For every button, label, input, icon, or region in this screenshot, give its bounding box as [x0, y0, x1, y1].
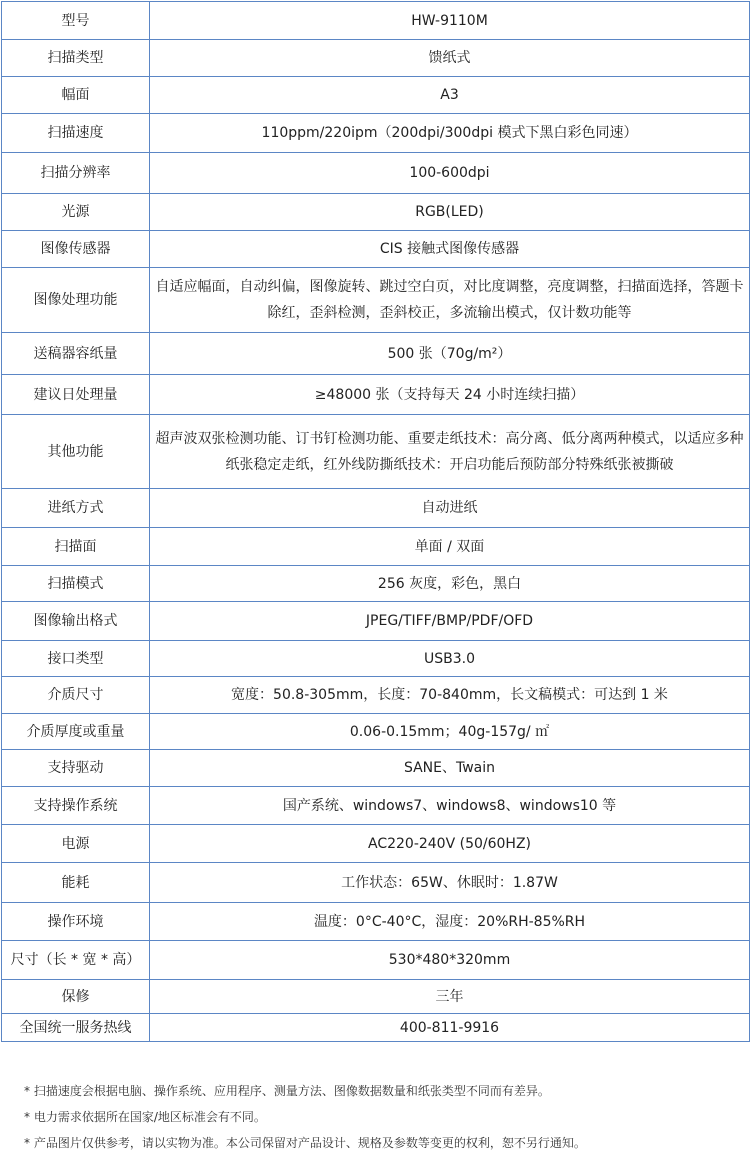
spec-label: 扫描模式	[2, 566, 150, 602]
spec-label: 接口类型	[2, 641, 150, 677]
spec-value: 110ppm/220ipm（200dpi/300dpi 模式下黑白彩色同速）	[150, 114, 750, 153]
spec-table	[1, 1, 750, 1042]
spec-label: 电源	[2, 825, 150, 863]
spec-label: 扫描分辨率	[2, 153, 150, 194]
footnote: * 扫描速度会根据电脑、操作系统、应用程序、测量方法、图像数据数量和纸张类型不同而有差异。	[24, 1084, 550, 1098]
table-row	[2, 375, 750, 415]
spec-value: 超声波双张检测功能、订书钉检测功能、重要走纸技术：高分离、低分离两种模式，以适应多种纸张稳定走纸，红外线防撕纸技术：开启功能后预防部分特殊纸张被撕破	[150, 415, 750, 489]
spec-value: A3	[150, 77, 750, 114]
spec-value: 三年	[150, 980, 750, 1014]
footnotes	[24, 1078, 734, 1156]
spec-label: 全国统一服务热线	[2, 1014, 150, 1042]
spec-label: 操作环境	[2, 903, 150, 941]
spec-label: 图像处理功能	[2, 268, 150, 333]
spec-value: USB3.0	[150, 641, 750, 677]
spec-value: 400-811-9916	[150, 1014, 750, 1042]
spec-label: 型号	[2, 2, 150, 40]
spec-label: 保修	[2, 980, 150, 1014]
spec-label: 光源	[2, 194, 150, 231]
spec-value: 国产系统、windows7、windows8、windows10 等	[150, 787, 750, 825]
footnote: * 电力需求依据所在国家/地区标准会有不同。	[24, 1110, 266, 1124]
table-row	[2, 825, 750, 863]
table-row	[2, 114, 750, 153]
spec-label: 幅面	[2, 77, 150, 114]
spec-value: CIS 接触式图像传感器	[150, 231, 750, 268]
table-row	[2, 677, 750, 714]
table-row	[2, 489, 750, 528]
spec-label: 扫描面	[2, 528, 150, 566]
spec-label: 支持操作系统	[2, 787, 150, 825]
spec-value: AC220-240V (50/60HZ)	[150, 825, 750, 863]
table-row	[2, 1014, 750, 1042]
table-row	[2, 231, 750, 268]
spec-value: 温度：0°C-40°C，湿度：20%RH-85%RH	[150, 903, 750, 941]
spec-value: 馈纸式	[150, 40, 750, 77]
table-row	[2, 415, 750, 489]
spec-label: 介质厚度或重量	[2, 714, 150, 750]
table-row	[2, 333, 750, 375]
spec-label: 尺寸（长 * 宽 * 高）	[2, 941, 150, 980]
spec-value: HW-9110M	[150, 2, 750, 40]
table-row	[2, 77, 750, 114]
spec-value: 530*480*320mm	[150, 941, 750, 980]
table-row	[2, 40, 750, 77]
table-row	[2, 941, 750, 980]
table-row	[2, 602, 750, 641]
spec-label: 进纸方式	[2, 489, 150, 528]
table-row	[2, 903, 750, 941]
table-row	[2, 2, 750, 40]
spec-label: 介质尺寸	[2, 677, 150, 714]
table-row	[2, 528, 750, 566]
table-row	[2, 153, 750, 194]
spec-label: 支持驱动	[2, 750, 150, 787]
spec-value: 500 张（70g/m²）	[150, 333, 750, 375]
table-row	[2, 714, 750, 750]
spec-label: 送稿器容纸量	[2, 333, 150, 375]
spec-value: SANE、Twain	[150, 750, 750, 787]
spec-label: 扫描类型	[2, 40, 150, 77]
table-row	[2, 566, 750, 602]
table-row	[2, 787, 750, 825]
table-row	[2, 194, 750, 231]
spec-value: 0.06-0.15mm；40g-157g/ ㎡	[150, 714, 750, 750]
spec-label: 图像传感器	[2, 231, 150, 268]
table-row	[2, 268, 750, 333]
spec-label: 扫描速度	[2, 114, 150, 153]
spec-value: 宽度：50.8-305mm，长度：70-840mm，长文稿模式：可达到 1 米	[150, 677, 750, 714]
spec-value: 自动进纸	[150, 489, 750, 528]
table-row	[2, 863, 750, 903]
table-row	[2, 980, 750, 1014]
spec-label: 建议日处理量	[2, 375, 150, 415]
spec-value: 100-600dpi	[150, 153, 750, 194]
footnote: * 产品图片仅供参考，请以实物为准。本公司保留对产品设计、规格及参数等变更的权利，恕不另行通知。	[24, 1136, 586, 1150]
spec-value: JPEG/TIFF/BMP/PDF/OFD	[150, 602, 750, 641]
spec-value: 工作状态：65W、休眠时：1.87W	[150, 863, 750, 903]
spec-label: 能耗	[2, 863, 150, 903]
spec-value: 单面 / 双面	[150, 528, 750, 566]
spec-value: RGB(LED)	[150, 194, 750, 231]
spec-value: 256 灰度，彩色，黑白	[150, 566, 750, 602]
spec-label: 其他功能	[2, 415, 150, 489]
spec-value: ≥48000 张（支持每天 24 小时连续扫描）	[150, 375, 750, 415]
spec-value: 自适应幅面，自动纠偏，图像旋转、跳过空白页，对比度调整，亮度调整，扫描面选择，答题卡除红，歪斜检测，歪斜校正，多流输出模式，仅计数功能等	[150, 268, 750, 333]
table-row	[2, 750, 750, 787]
table-row	[2, 641, 750, 677]
spec-label: 图像输出格式	[2, 602, 150, 641]
